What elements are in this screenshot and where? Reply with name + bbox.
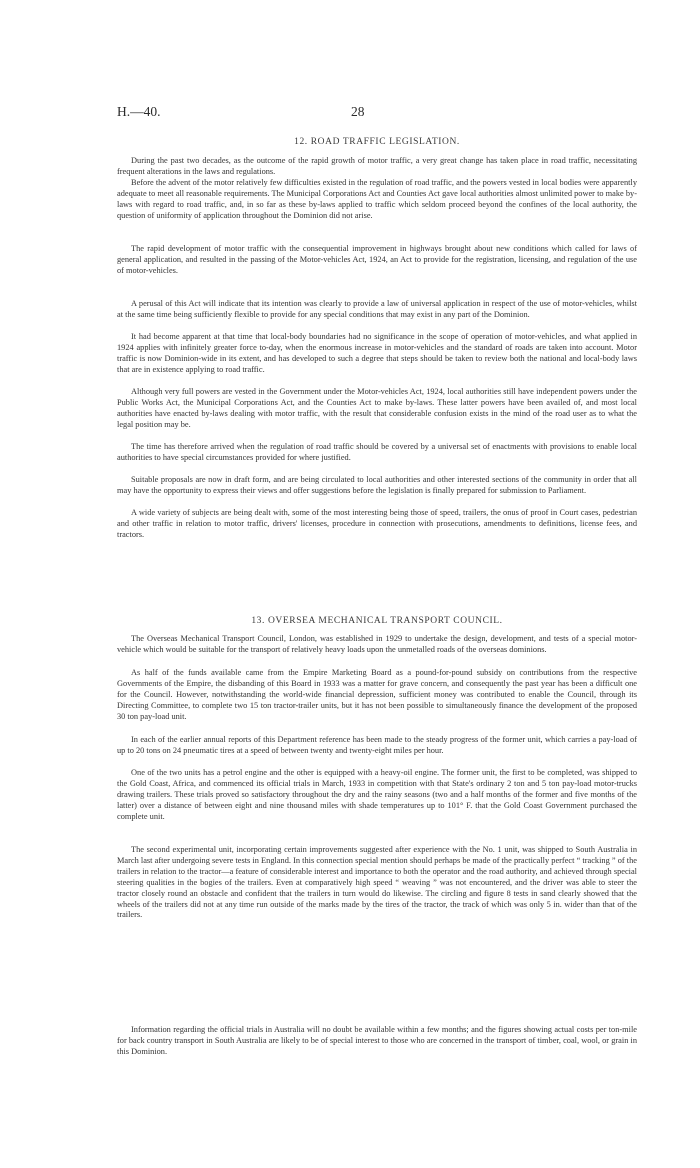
page-number: 28 <box>351 104 365 119</box>
section-13-paragraph-4: One of the two units has a petrol engine and the other is equipped with a heavy-oil engine. The former unit, the first to be completed, was shipped to the Gold Coast, Africa, and commenced its official trials in March, 1933 in competition with that State's ordinary 2 ton and 5 ton pay-load motor-trucks drawing trailers. These trials proved so satisfactory throughout the dry and the rainy seasons (two and a half months of the former and five months of the latter) over a distance of between eight and nine thousand miles with shade temperatures up to 101° F. that the Gold Coast Government purchased the complete unit. <box>117 768 637 821</box>
section-12-paragraph-8: Suitable proposals are now in draft form, and are being circulated to local authorities and other interested sections of the community in order that all may have the opportunity to express their views and offer suggestions before the legislation is finally prepared for submission to Parliament. <box>117 475 637 495</box>
section-13-paragraph-5: The second experimental unit, incorporating certain improvements suggested after experience with the No. 1 unit, was shipped to South Australia in March last after undergoing severe tests in England. In this connection special mention should perhaps be made of the practically perfect “ tracking ” of the trailers in relation to the tractor—a feature of considerable interest and importance to both the operator and the road authority, and achieved through special steering qualities in the bogies of the trailers. Even at comparatively high speed “ weaving ” was not encountered, and the driver was able to steer the tractor closely round an obstacle and confident that the trailers in turn would do likewise. The circling and figure 8 tests in sand clearly showed that the wheels of the trailers did not at any time run outside of the marks made by the tires of the tractor, the track of which was only 5 in. wider than that of the trailers. <box>117 845 637 920</box>
section-13-paragraph-1: The Overseas Mechanical Transport Council, London, was established in 1929 to undertake the design, development, and tests of a special motor-vehicle which would be suitable for the transport of relatively heavy loads upon the unmetalled roads of the overseas dominions. <box>117 634 637 654</box>
section-13-paragraph-6: Information regarding the official trials in Australia will no doubt be available within a few months; and the figures showing actual costs per ton-mile for back country transport in South Australia are likely to be of special interest to those who are concerned in the transport of timber, coal, wool, or grain in this Dominion. <box>117 1025 637 1056</box>
section-12-paragraph-1: During the past two decades, as the outcome of the rapid growth of motor traffic, a very great change has taken place in road traffic, necessitating frequent alterations in the laws and regulations. <box>117 156 637 176</box>
section-12-paragraph-4: A perusal of this Act will indicate that its intention was clearly to provide a law of universal application in respect of the use of motor-vehicles, whilst at the same time being sufficiently flexible to provide for any special conditions that may exist in any part of the Dominion. <box>117 299 637 319</box>
section-12-paragraph-9: A wide variety of subjects are being dealt with, some of the most interesting being those of speed, trailers, the onus of proof in Court cases, pedestrian and other traffic in relation to motor traffic, drivers' licenses, procedure in connection with prosecutions, amendments to definitions, license fees, and tractors. <box>117 508 637 539</box>
section-13-paragraph-2: As half of the funds available came from the Empire Marketing Board as a pound-for-pound subsidy on contributions from the respective Governments of the Empire, the disbanding of this Board in 1933 was a matter for grave concern, and consequently the past year has been a difficult one for the Council. However, notwithstanding the world-wide financial depression, sufficient money was contributed to enable the Council, through its Directing Committee, to complete two 15 ton tractor-trailer units, but it has not been possible to simultaneously finance the development of the proposed 30 ton pay-load unit. <box>117 668 637 721</box>
section-12-title: 12. ROAD TRAFFIC LEGISLATION. <box>294 137 460 147</box>
section-12-paragraph-7: The time has therefore arrived when the regulation of road traffic should be covered by a universal set of enactments with provisions to enable local authorities to have special circumstances provided for where justified. <box>117 442 637 462</box>
section-12-paragraph-3: The rapid development of motor traffic with the consequential improvement in highways brought about new conditions which called for laws of general application, and resulted in the passing of the Motor-vehicles Act, 1924, an Act to provide for the registration, licensing, and regulation of the use of motor-vehicles. <box>117 244 637 275</box>
page-header <box>117 104 637 122</box>
section-12-paragraph-5: It had become apparent at that time that local-body boundaries had no significance in the scope of operation of motor-vehicles, and what applied in 1924 applies with infinitely greater force to-day, when the enormous increase in motor-vehicles and the standard of roads are taken into account. Motor traffic is now Dominion-wide in its extent, and has developed to such a degree that steps should be taken to review both the national and local-body laws that are in existence applying to road traffic. <box>117 332 637 374</box>
section-12-paragraph-6: Although very full powers are vested in the Government under the Motor-vehicles Act, 1924, local authorities still have independent powers under the Public Works Act, the Municipal Corporations Act, and the Counties Act to make by-laws. These latter powers have been availed of, and most local authorities have enacted by-laws dealing with motor traffic, with the result that considerable confusion exists in the mind of the road user as to what the legal position may be. <box>117 387 637 429</box>
page-reference: H.—40. <box>117 104 161 119</box>
section-12-paragraph-2: Before the advent of the motor relatively few difficulties existed in the regulation of road traffic, and the powers vested in local bodies were apparently adequate to meet all reasonable requirements. The Municipal Corporations Act and Counties Act gave local authorities almost unlimited power to make by-laws with regard to road traffic, and, in so far as these by-laws applied to traffic which seldom proceed beyond the confines of the local authority, the question of uniformity of application throughout the Dominion did not arise. <box>117 178 637 220</box>
section-13-paragraph-3: In each of the earlier annual reports of this Department reference has been made to the steady progress of the former unit, which carries a pay-load of up to 20 tons on 24 pneumatic tires at a speed of between twenty and twenty-eight miles per hour. <box>117 735 637 755</box>
section-13-title: 13. OVERSEA MECHANICAL TRANSPORT COUNCIL. <box>251 616 503 626</box>
